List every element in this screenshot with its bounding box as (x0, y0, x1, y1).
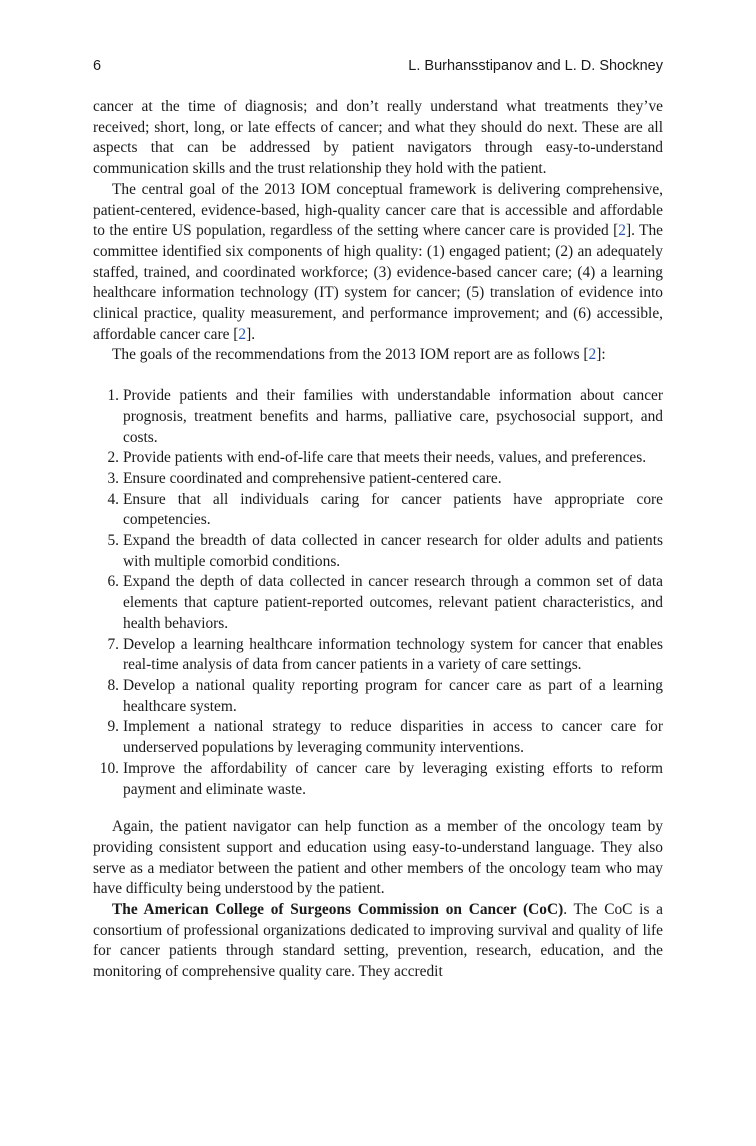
text-span: The goals of the recommendations from the 2013 IOM report are as follows [ (112, 346, 589, 364)
body-text (93, 97, 663, 983)
paragraph-coc (93, 900, 663, 983)
list-item-text: Ensure coordinated and comprehensive patient-centered care. (123, 469, 502, 487)
list-number: 3. (107, 469, 119, 487)
list-item (93, 490, 663, 531)
list-item-text: Expand the depth of data collected in cancer research through a common set of data elements that capture patient-reported outcomes, relevant patient characteristics, and health behaviors. (123, 573, 663, 632)
list-item-text: Improve the affordability of cancer care by leveraging existing efforts to reform payment and eliminate waste. (123, 759, 663, 798)
paragraph-continuation: cancer at the time of diagnosis; and don’t really understand what treatments they’ve received; short, long, or late effects of cancer; and what they should do next. These are all aspects that can be addressed by patient navigators through easy-to-understand communication skills and the trust relationship they hold with the patient. (93, 98, 663, 178)
list-item-text: Provide patients and their families with understandable information about cancer prognosis, treatment benefits and harms, palliative care, psychosocial support, and costs. (123, 387, 663, 446)
list-number: 1. (107, 387, 119, 405)
running-head-authors: L. Burhansstipanov and L. D. Shockney (408, 58, 663, 74)
list-item-text: Provide patients with end-of-life care that meets their needs, values, and preferences. (123, 449, 647, 467)
list-item (93, 572, 663, 634)
list-number: 2. (107, 449, 119, 467)
paragraph-iom-framework (93, 180, 663, 346)
list-number: 10. (99, 759, 119, 777)
citation-link[interactable]: 2 (238, 325, 247, 343)
text-span: ]. The committee identified six components of high quality: (1) engaged patient; (2) an adequately staffed, trained, and coordinated workforce; (3) evidence-based cancer care; (4) a learning healthcare information technology (IT) system for cancer; (5) translation of evidence into clinical practice, quality measurement, and performance improvement; and (6) accessible, affordable cancer care [ (93, 222, 663, 343)
list-number: 6. (107, 573, 119, 591)
list-number: 7. (107, 635, 119, 653)
coc-heading: The American College of Surgeons Commission on Cancer (CoC) (112, 901, 564, 919)
list-number: 5. (107, 532, 119, 550)
paragraph-navigator-role: Again, the patient navigator can help function as a member of the oncology team by providing consistent support and education using easy-to-understand language. They also serve as a mediator between the patient and other members of the oncology team who may have difficulty being understood by the patient. (93, 818, 663, 898)
list-item-text: Expand the breadth of data collected in cancer research for older adults and patients with multiple comorbid conditions. (123, 532, 663, 570)
list-number: 4. (107, 490, 119, 508)
list-item (93, 448, 663, 469)
list-item (93, 759, 663, 800)
list-item-text: Develop a national quality reporting program for cancer care as part of a learning healthcare system. (123, 676, 663, 715)
goals-list (93, 386, 663, 800)
text-span: The central goal of the 2013 IOM conceptual framework is delivering comprehensive, patient-centered, evidence-based, high-quality cancer care that is accessible and affordable to the entire US population, regardless of the setting where cancer care is provided [ (93, 180, 663, 240)
paragraph-goals-intro (93, 345, 663, 366)
list-item (93, 386, 663, 448)
list-item (93, 635, 663, 676)
running-header (93, 58, 663, 80)
list-item-text: Ensure that all individuals caring for cancer patients have appropriate core competencies. (123, 490, 663, 529)
list-number: 9. (107, 718, 119, 736)
citation-link[interactable]: 2 (588, 346, 597, 364)
list-item (93, 717, 663, 758)
list-number: 8. (107, 676, 119, 694)
list-item-text: Implement a national strategy to reduce disparities in access to cancer care for underserved populations by leveraging community interventions. (123, 718, 663, 757)
page-number: 6 (93, 58, 102, 74)
list-item (93, 676, 663, 717)
list-item-text: Develop a learning healthcare information technology system for cancer that enables real-time analysis of data from cancer patients in a variety of care settings. (123, 635, 663, 674)
text-span: ]. (246, 325, 256, 343)
text-span: ]: (596, 346, 606, 364)
citation-link[interactable]: 2 (618, 222, 626, 240)
list-item (93, 469, 663, 490)
text-span: . The CoC is a consortium of professional organizations dedicated to improving survival and quality of life for cancer patients through standard setting, prevention, research, education, and the monitoring of comprehensive quality care. They accredit (93, 901, 664, 981)
list-item (93, 531, 663, 572)
